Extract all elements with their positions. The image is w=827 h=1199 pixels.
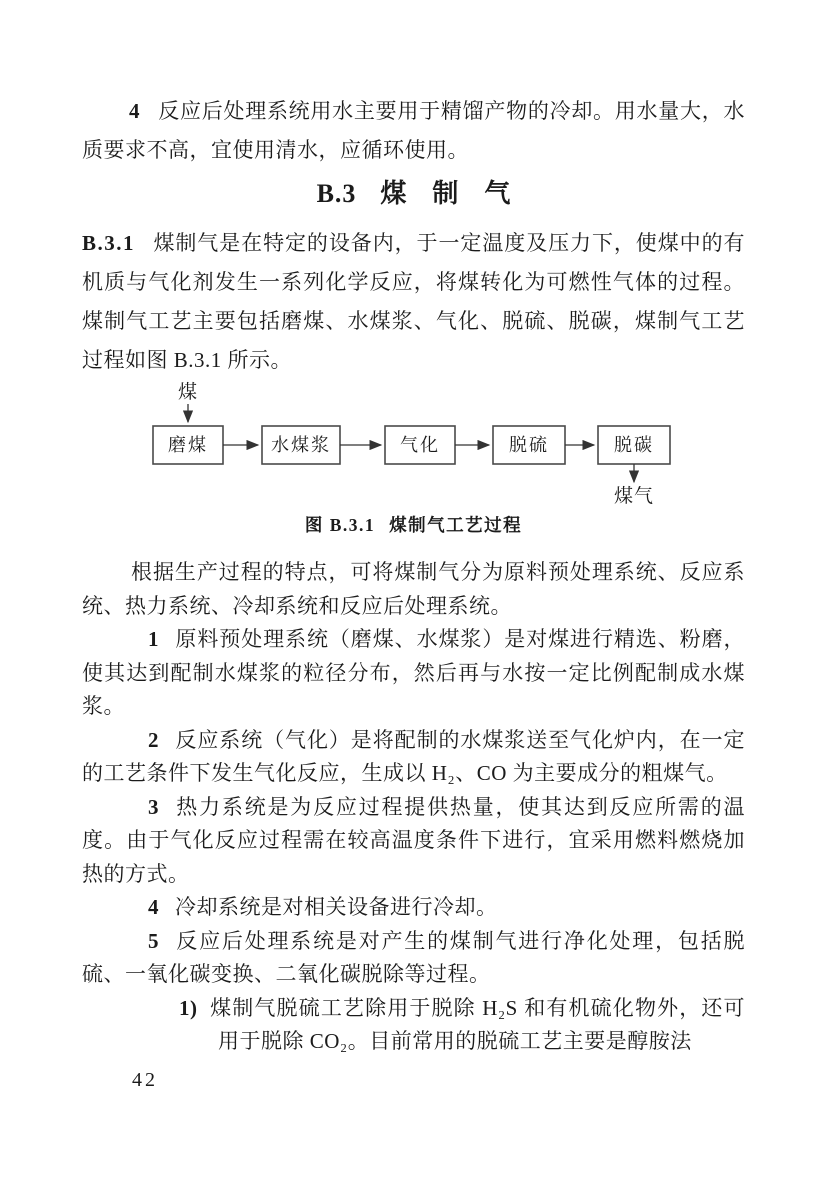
clause-b-3-1 [82, 224, 745, 380]
figure-caption-number: 图 B.3.1 [304, 515, 376, 535]
sub-item-1 [82, 992, 745, 1059]
clause-text: 煤制气是在特定的设备内，于一定温度及压力下，使煤中的有机质与气化剂发生一系列化学反应，将煤转化为可燃性气体的过程。煤制气工艺主要包括磨煤、水煤浆、气化、脱硫、脱碳，煤制气工艺过程如图 B.3.1 所示。 [82, 231, 745, 372]
item-number: 4 [148, 895, 159, 919]
process-flow-figure [82, 380, 745, 536]
paragraph-intro-item-4 [82, 92, 745, 170]
numbered-item-5 [82, 925, 745, 992]
item-number: 5 [148, 928, 159, 953]
item-number: 2 [148, 727, 159, 752]
process-box-label: 气化 [400, 435, 440, 455]
figure-caption [82, 514, 745, 536]
item-text: 热力系统是为反应过程提供热量，使其达到反应所需的温度。由于气化反应过程需在较高温度条件下进行，宜采用燃料燃烧加热的方式。 [82, 794, 745, 886]
numbered-item-2 [82, 724, 745, 791]
flow-diagram [82, 380, 745, 506]
item-text: 反应系统（气化）是将配制的水煤浆送至气化炉内，在一定的工艺条件下发生气化反应，生成以 H₂、CO 为主要成分的粗煤气。 [82, 727, 745, 785]
item-number: 3 [148, 794, 159, 819]
figure-caption-text: 煤制气工艺过程 [389, 515, 523, 535]
clause-number: B.3.1 [82, 231, 136, 255]
sub-item-text: 煤制气脱硫工艺除用于脱除 H₂S 和有机硫化物外，还可用于脱除 CO₂。目前常用的脱硫工艺主要是醇胺法 [209, 995, 745, 1053]
numbered-item-1 [82, 623, 745, 724]
item-text: 冷却系统是对相关设备进行冷却。 [175, 895, 498, 919]
item-text: 反应后处理系统是对产生的煤制气进行净化处理，包括脱硫、一氧化碳变换、二氧化碳脱除等过程。 [82, 928, 745, 986]
sub-item-number: 1) [179, 995, 198, 1020]
item-text: 原料预处理系统（磨煤、水煤浆）是对煤进行精选、粉磨，使其达到配制水煤浆的粒径分布，然后再与水按一定比例配制成水煤浆。 [82, 627, 745, 718]
process-box-label: 磨煤 [168, 435, 208, 455]
process-box-label: 脱硫 [509, 435, 549, 455]
item-text: 反应后处理系统用水主要用于精馏产物的冷却。用水量大，水质要求不高，宜使用清水，应循环使用。 [82, 99, 745, 162]
section-number: B.3 [316, 179, 357, 208]
clause-explanation [82, 556, 745, 1059]
numbered-item-4 [82, 891, 745, 925]
item-number: 1 [148, 627, 159, 651]
section-heading [82, 174, 745, 214]
numbered-item-3 [82, 791, 745, 892]
item-number: 4 [129, 99, 140, 123]
process-box-label: 水煤浆 [271, 435, 331, 455]
flow-input-label: 煤 [177, 382, 199, 403]
flow-output-label: 煤气 [613, 486, 655, 506]
body-paragraph: 根据生产过程的特点，可将煤制气分为原料预处理系统、反应系统、热力系统、冷却系统和反应后处理系统。 [82, 560, 745, 618]
section-title: 煤制气 [380, 179, 537, 208]
page-number: 42 [132, 1068, 158, 1091]
process-box-label: 脱碳 [614, 435, 654, 455]
